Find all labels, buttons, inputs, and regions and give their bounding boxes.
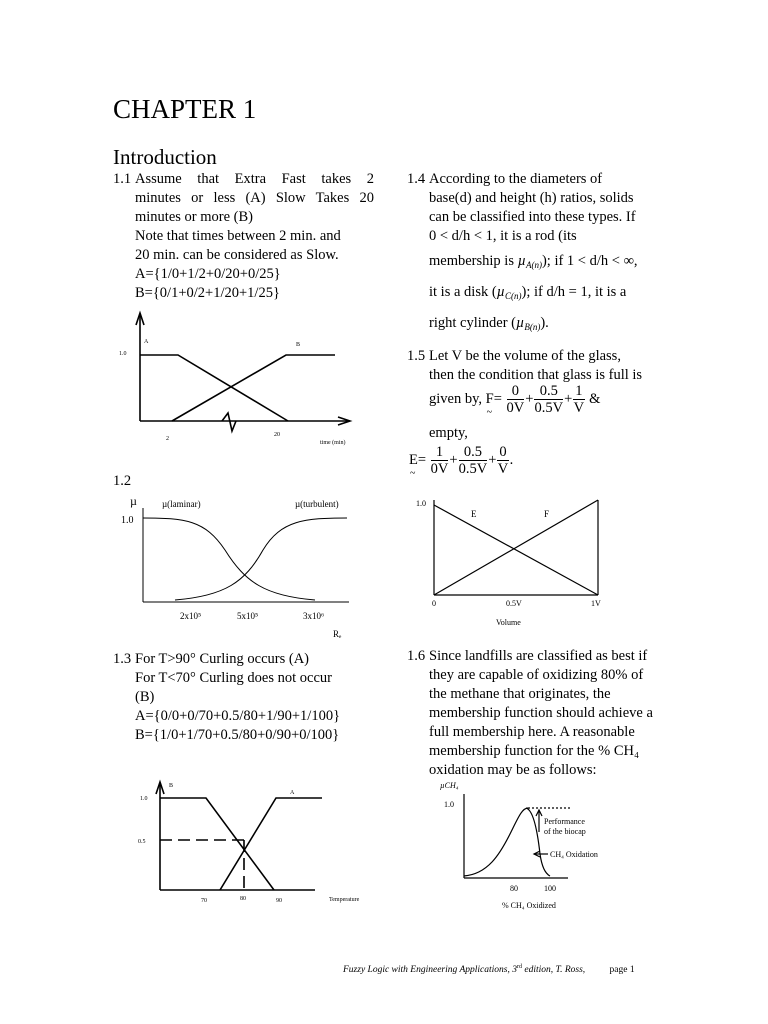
text-line [407, 277, 655, 308]
annotation-performance: Performance [544, 817, 585, 826]
figure-1-1 [110, 305, 370, 455]
problem-1-1 [113, 170, 374, 303]
mu-symbol: µ [517, 253, 526, 269]
footer-rest: edition, T. Ross, [521, 965, 586, 976]
fraction [459, 444, 488, 477]
x-tick-80: 80 [510, 884, 518, 893]
fraction [534, 383, 563, 416]
y-tick-1: 1.0 [140, 796, 148, 802]
label-e: E [471, 509, 477, 519]
text-line: 0 < d/h < 1, it is a rod (its [429, 228, 577, 244]
figure-1-2 [115, 490, 365, 640]
x-tick-2: 2 [166, 436, 169, 442]
label-turbulent: µ(turbulent) [295, 499, 339, 509]
text-line: base(d) and height (h) ratios, solids [429, 190, 634, 206]
problem-1-2-number: 1.2 [113, 473, 132, 489]
mu-symbol: µ [496, 284, 506, 300]
x-axis-label: Temperature [329, 897, 360, 903]
plus: + [488, 451, 497, 468]
problem-number: 1.5 [407, 348, 426, 364]
figure-1-5 [410, 495, 610, 630]
equation-e [409, 444, 513, 477]
problem-number: 1.1 [113, 171, 132, 187]
text-line: Since landfills are classified as best if [429, 648, 648, 664]
annotation-biocap: of the biocap [544, 827, 586, 836]
text-line: A={1/0+1/2+0/20+0/25} [135, 266, 281, 282]
subscript: C(n) [505, 291, 522, 301]
x-axis-label: Volume [496, 618, 521, 627]
numerator: 0 [499, 444, 507, 460]
text-line: Assume that Extra Fast takes 2 [135, 171, 374, 187]
text-line: For T>90° Curling occurs (A) [135, 651, 309, 667]
label-b: B [296, 342, 301, 348]
figure-1-3 [130, 772, 370, 912]
problem-1-6 [407, 647, 669, 780]
x-tick-3: 3x10⁶ [303, 611, 325, 621]
text-line: For T<70° Curling does not occur [135, 670, 332, 686]
equals: = [493, 390, 502, 407]
footer-book: Fuzzy Logic with Engineering Applications, 3 [343, 965, 517, 976]
numerator: 0.5 [534, 383, 563, 400]
text-line: minutes or more (B) [135, 209, 253, 225]
section-title: Introduction [113, 145, 217, 169]
footer-edition-suffix: rd [516, 964, 522, 970]
label-laminar: µ(laminar) [162, 499, 201, 509]
subscript: B(n) [524, 322, 541, 332]
fraction [497, 444, 508, 477]
numerator: 1 [431, 444, 449, 461]
text-line: can be classified into these types. If [429, 209, 636, 225]
equation-f [429, 383, 600, 416]
subscript: A(n) [525, 260, 542, 270]
text-line: then the condition that glass is full is [429, 367, 643, 383]
text-line: Note that times between 2 min. and [135, 228, 341, 244]
label-f: F [544, 509, 550, 519]
label-a: A [144, 339, 149, 345]
x-tick-2: 5x10⁵ [237, 611, 259, 621]
x-tick-20: 20 [274, 432, 280, 438]
y-axis-label: µCH₄ [440, 781, 459, 790]
y-tick-1: 1.0 [416, 499, 426, 508]
text-fragment: right cylinder ( [429, 315, 516, 331]
mu-symbol: µ [130, 494, 137, 508]
plus: + [449, 451, 458, 468]
text-fragment: it is a disk ( [429, 284, 497, 300]
numerator: 0.5 [459, 444, 488, 461]
page-footer [343, 964, 635, 975]
page-number: page 1 [609, 965, 635, 976]
denominator: V [497, 461, 509, 477]
text-line: oxidation may be as follows: [429, 762, 597, 778]
problem-number: 1.3 [113, 651, 132, 667]
mu-symbol: µ [515, 315, 525, 331]
x-axis-label: % CH₄ Oxidized [502, 901, 556, 910]
figure-1-6 [430, 776, 630, 916]
numerator: 0 [507, 383, 525, 400]
annotation-oxidation: CH₄ Oxidation [550, 850, 598, 859]
y-tick-1: 1.0 [121, 515, 134, 526]
denominator: V [573, 400, 585, 416]
plus: + [525, 390, 534, 407]
text-fragment: membership is [429, 253, 518, 269]
period: . [509, 451, 514, 468]
fraction [573, 383, 584, 416]
fraction [431, 444, 449, 477]
x-tick-80: 80 [240, 896, 246, 902]
symbol-e: E ~ [409, 451, 418, 470]
text-line: membership function for the % CH₄ [429, 743, 640, 759]
symbol-f: F ~ [486, 390, 494, 409]
text-fragment: ); if d/h = 1, it is a [521, 284, 627, 300]
text-fragment: ); if 1 < d/h < ∞, [541, 253, 638, 269]
x-tick-0: 0 [432, 599, 436, 608]
problem-1-5 [407, 347, 667, 385]
y-tick-1: 1.0 [119, 351, 127, 357]
text-line: B={1/0+1/70+0.5/80+0/90+0/100} [135, 727, 340, 743]
text-line: B={0/1+0/2+1/20+1/25} [135, 285, 280, 301]
label-b: B [169, 783, 174, 789]
text-line: minutes or less (A) Slow Takes 20 [135, 190, 374, 206]
label-a: A [290, 790, 295, 796]
plus: + [564, 390, 573, 407]
text-line: (B) [135, 689, 155, 705]
x-tick-1: 1V [591, 599, 601, 608]
fraction [507, 383, 525, 416]
denominator: 0.5V [458, 461, 488, 477]
equals: = [417, 451, 427, 468]
numerator: 1 [575, 383, 583, 399]
denominator: 0.5V [534, 400, 564, 416]
denominator: 0V [430, 461, 449, 477]
problem-1-3 [113, 650, 374, 745]
denominator: 0V [506, 400, 525, 416]
text-fragment: given by, [429, 390, 483, 407]
x-tick-70: 70 [201, 898, 207, 904]
chapter-title: CHAPTER 1 [113, 94, 257, 124]
text-line: 20 min. can be considered as Slow. [135, 247, 339, 263]
problem-1-4 [407, 170, 655, 339]
text-fragment: ). [540, 315, 549, 331]
text-empty: empty, [429, 425, 468, 441]
text-line: the methane that originates, the [429, 686, 611, 702]
text-line: full membership here. A reasonable [429, 724, 635, 740]
problem-number: 1.4 [407, 171, 426, 187]
problem-number: 1.6 [407, 648, 426, 664]
y-tick-05: 0.5 [138, 839, 146, 845]
x-tick-05: 0.5V [506, 599, 522, 608]
text-line [407, 246, 655, 277]
text-line [407, 308, 655, 339]
x-tick-1: 2x10⁵ [180, 611, 202, 621]
ampersand: & [589, 390, 601, 407]
y-tick-1: 1.0 [444, 800, 454, 809]
text-line: According to the diameters of [429, 171, 603, 187]
x-axis-label: Rₑ [333, 629, 342, 639]
x-tick-100: 100 [544, 884, 556, 893]
x-tick-90: 90 [276, 898, 282, 904]
x-axis-label: time (min) [320, 440, 346, 446]
text-line: membership function should achieve a [429, 705, 653, 721]
text-line: A={0/0+0/70+0.5/80+1/90+1/100} [135, 708, 341, 724]
text-line: they are capable of oxidizing 80% of [429, 667, 644, 683]
text-line: Let V be the volume of the glass, [429, 348, 621, 364]
